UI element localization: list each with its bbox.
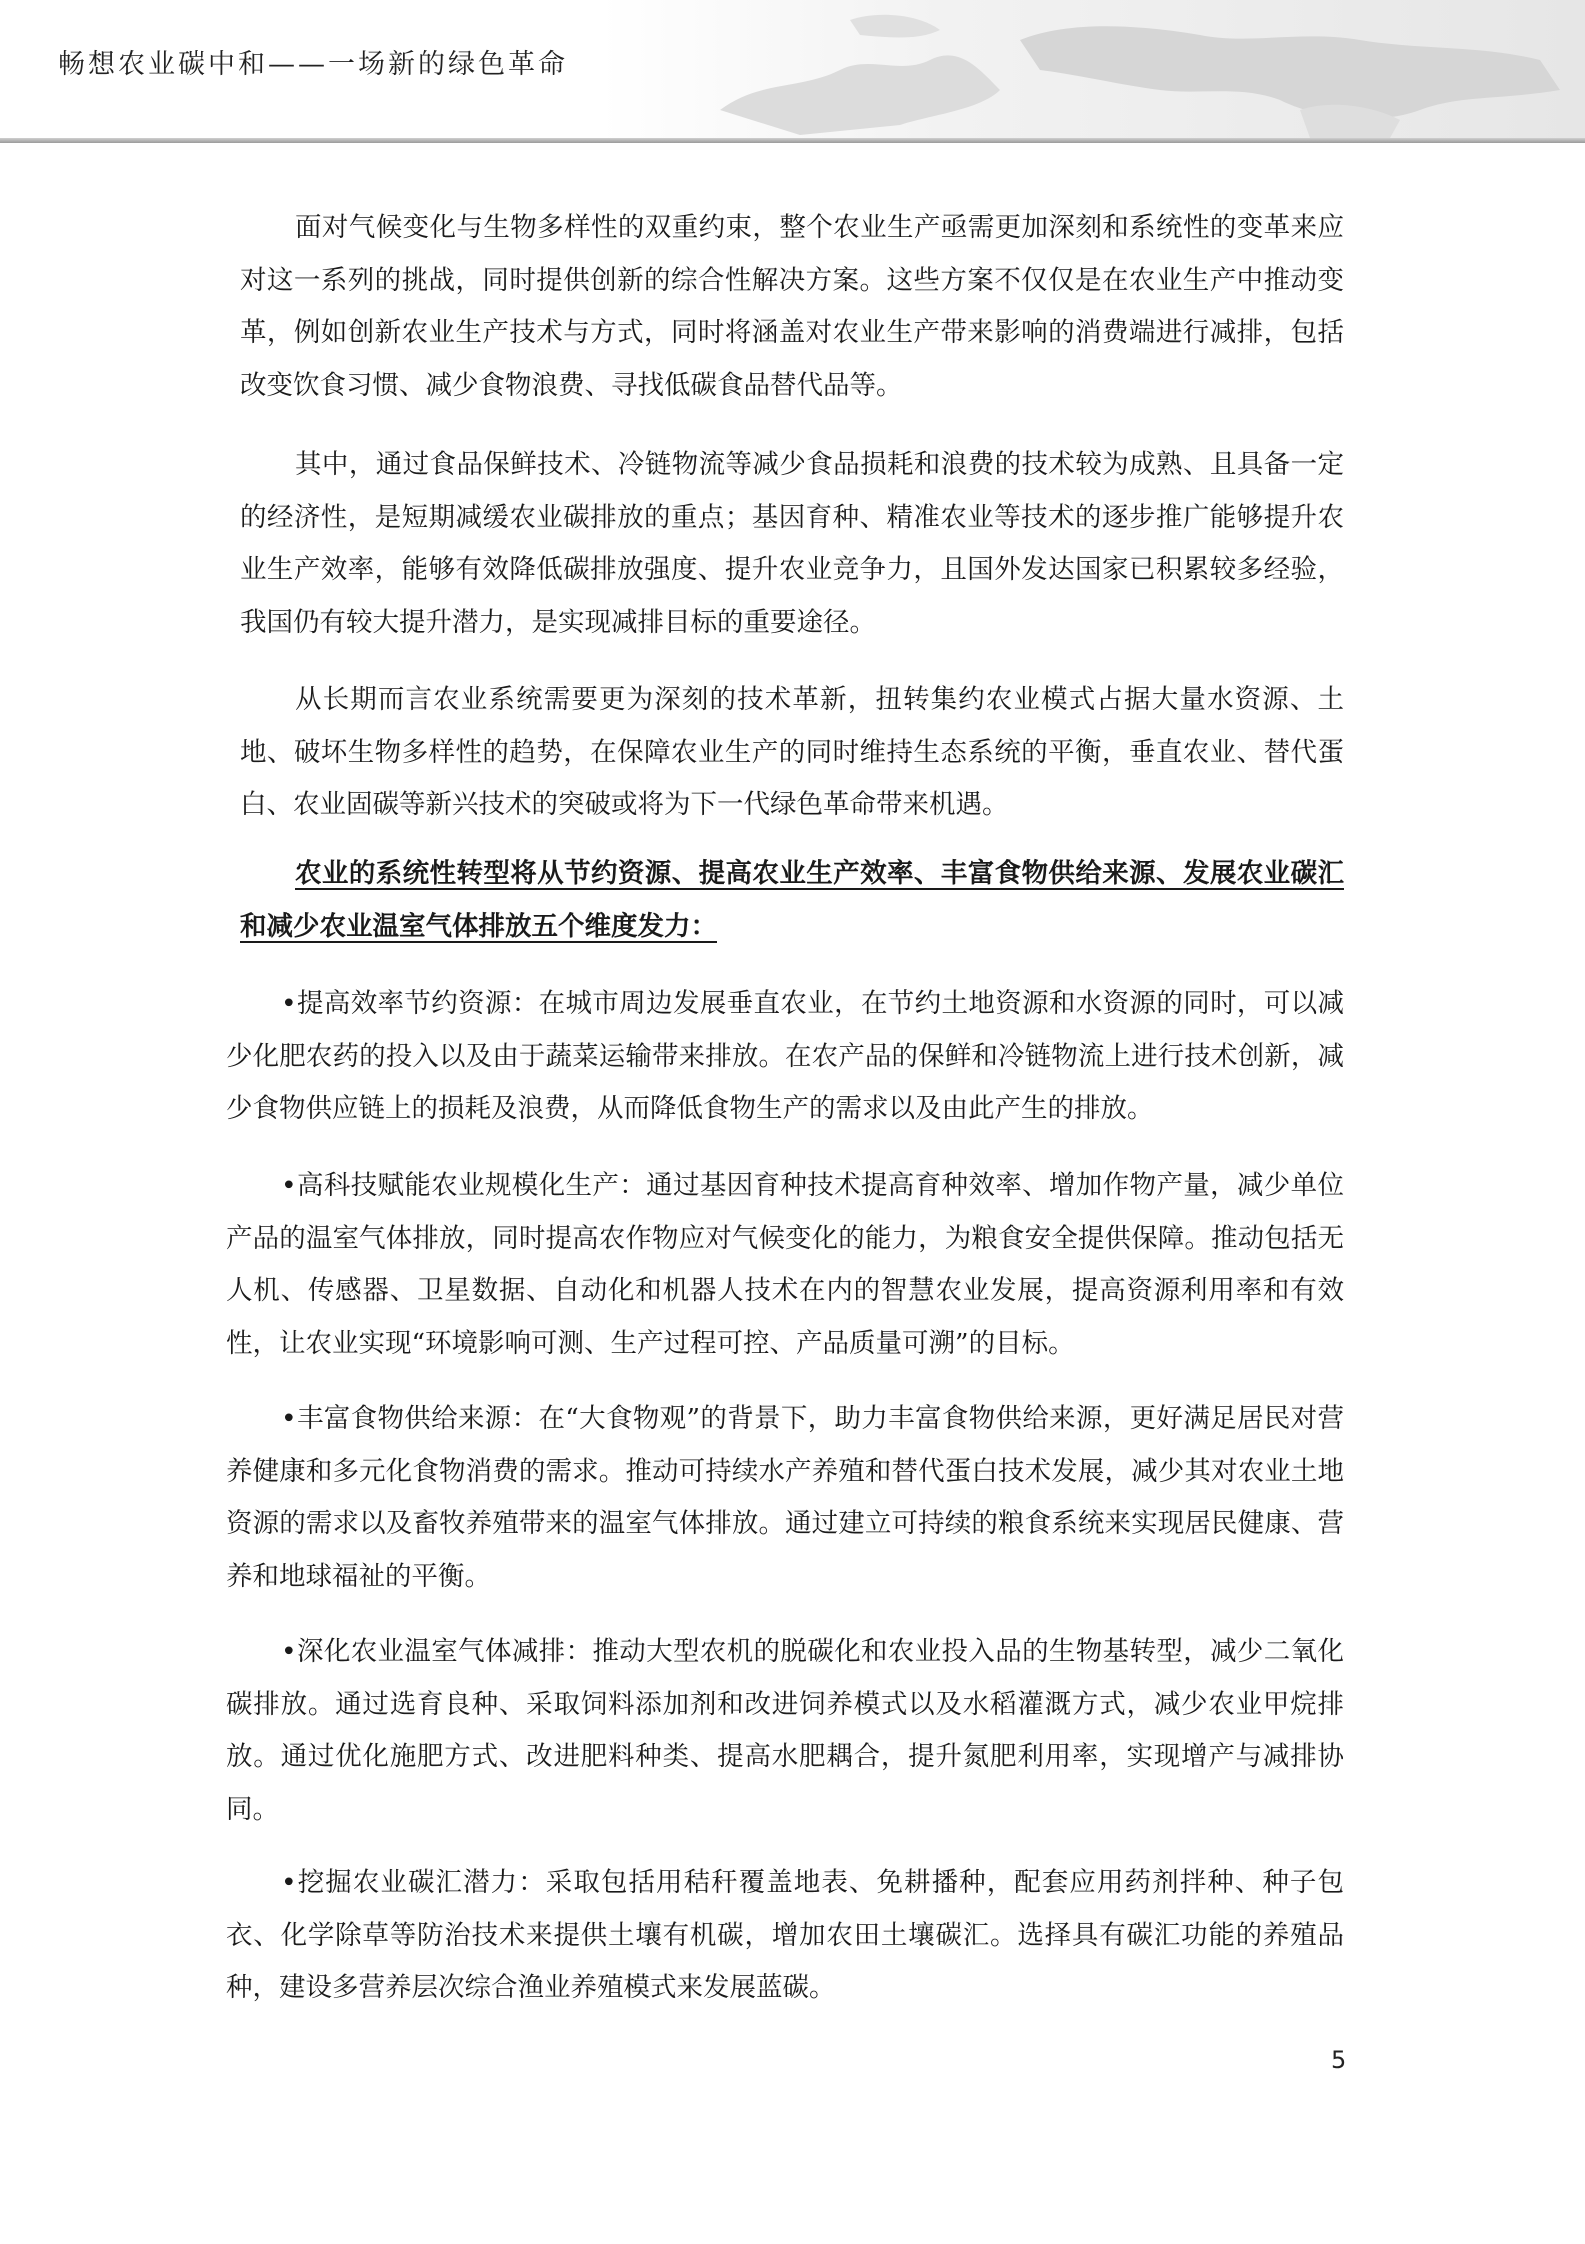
bullet-emission-reduction: •深化农业温室气体减排：推动大型农机的脱碳化和农业投入品的生物基转型，减少二氧化碳排放。通过选育良种、采取饲料添加剂和改进饲养模式以及水稻灌溉方式，减少农业甲烷排放。通过优化施肥方式、改进肥料种类、提高水肥耦合，提升氮肥利用率，实现增产与减排协同。	[226, 1636, 1344, 1825]
paragraph-2: 其中，通过食品保鲜技术、冷链物流等减少食品损耗和浪费的技术较为成熟、且具备一定的经济性，是短期减缓农业碳排放的重点；基因育种、精准农业等技术的逐步推广能够提升农业生产效率，能够有效降低碳排放强度、提升农业竞争力，且国外发达国家已积累较多经验，我国仍有较大提升潜力，是实现减排目标的重要途径。	[240, 449, 1344, 638]
paragraph-3: 从长期而言农业系统需要更为深刻的技术革新，扭转集约农业模式占据大量水资源、土地、破坏生物多样性的趋势，在保障农业生产的同时维持生态系统的平衡，垂直农业、替代蛋白、农业固碳等新兴技术的突破或将为下一代绿色革命带来机遇。	[240, 684, 1344, 820]
world-map-header-graphic	[600, 0, 1585, 140]
page-number: 5	[1331, 2046, 1347, 2074]
document-header-title: 畅想农业碳中和——一场新的绿色革命	[58, 49, 568, 80]
bullet-efficiency: •提高效率节约资源：在城市周边发展垂直农业，在节约土地资源和水资源的同时，可以减少化肥农药的投入以及由于蔬菜运输带来排放。在农产品的保鲜和冷链物流上进行技术创新，减少食物供应链上的损耗及浪费，从而降低食物生产的需求以及由此产生的排放。	[226, 988, 1344, 1124]
header-divider	[0, 138, 1585, 143]
bullet-carbon-sink: •挖掘农业碳汇潜力：采取包括用秸秆覆盖地表、免耕播种，配套应用药剂拌种、种子包衣、化学除草等防治技术来提供土壤有机碳，增加农田土壤碳汇。选择具有碳汇功能的养殖品种，建设多营养层次综合渔业养殖模式来发展蓝碳。	[226, 1867, 1344, 2003]
bullet-food-supply: •丰富食物供给来源：在“大食物观”的背景下，助力丰富食物供给来源，更好满足居民对营养健康和多元化食物消费的需求。推动可持续水产养殖和替代蛋白技术发展，减少其对农业土地资源的需求以及畜牧养殖带来的温室气体排放。通过建立可持续的粮食系统来实现居民健康、营养和地球福祉的平衡。	[226, 1403, 1344, 1592]
key-dimensions-heading: 农业的系统性转型将从节约资源、提高农业生产效率、丰富食物供给来源、发展农业碳汇和减少农业温室气体排放五个维度发力：	[240, 858, 1344, 942]
bullet-high-tech: •高科技赋能农业规模化生产：通过基因育种技术提高育种效率、增加作物产量，减少单位产品的温室气体排放，同时提高农作物应对气候变化的能力，为粮食安全提供保障。推动包括无人机、传感器、卫星数据、自动化和机器人技术在内的智慧农业发展，提高资源利用率和有效性，让农业实现“环境影响可测、生产过程可控、产品质量可溯”的目标。	[226, 1170, 1344, 1359]
paragraph-1: 面对气候变化与生物多样性的双重约束，整个农业生产亟需更加深刻和系统性的变革来应对这一系列的挑战，同时提供创新的综合性解决方案。这些方案不仅仅是在农业生产中推动变革，例如创新农业生产技术与方式，同时将涵盖对农业生产带来影响的消费端进行减排，包括改变饮食习惯、减少食物浪费、寻找低碳食品替代品等。	[240, 212, 1344, 401]
